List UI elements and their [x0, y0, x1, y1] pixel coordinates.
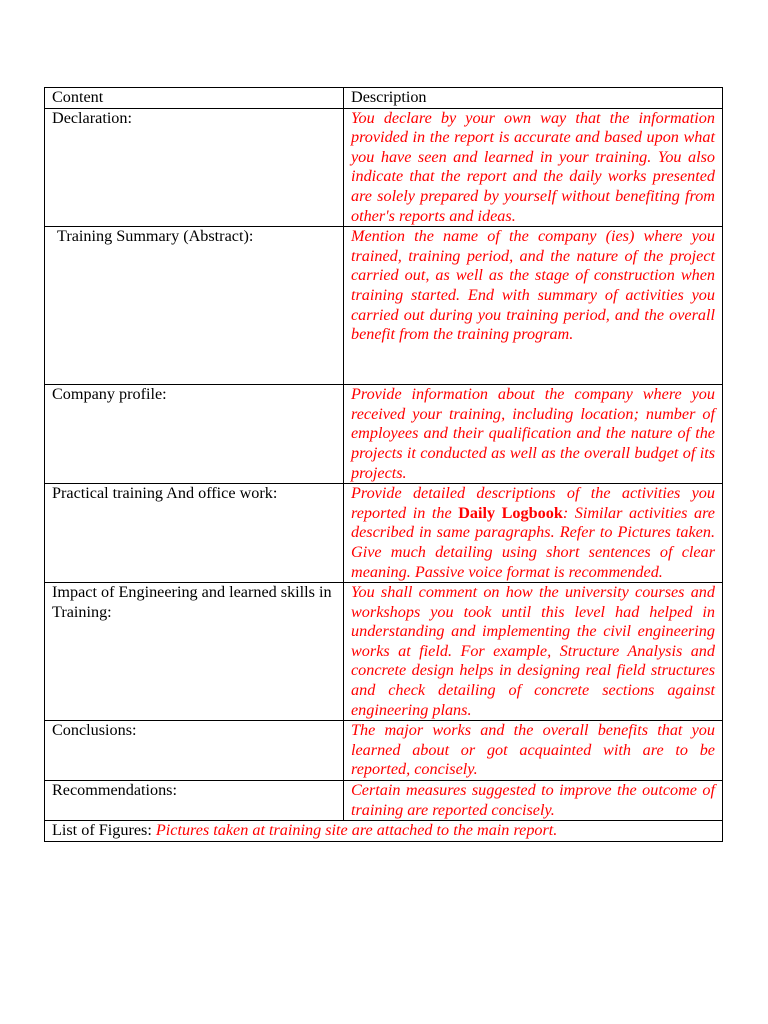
row-description-cell: You declare by your own way that the information provided in the report is accurate and based upon what you have seen and learned in your training. You also indicate that the report and the daily works presented are solely prepared by yourself without benefiting from other's reports and ideas. [344, 108, 723, 227]
row-content-cell: Conclusions: [45, 721, 344, 781]
table-row-conclusions [45, 721, 723, 781]
row-description-cell: The major works and the overall benefits that you learned about or got acquainted with are to be reported, concisely. [344, 721, 723, 781]
header-content-cell: Content [45, 88, 344, 109]
row-content-text: Training Summary (Abstract): [57, 227, 254, 246]
header-description-cell: Description [344, 88, 723, 109]
report-contents-table [44, 87, 723, 842]
row-content-cell: Company profile: [45, 385, 344, 484]
row-content-cell [45, 227, 344, 385]
report-contents-page [44, 87, 723, 842]
table-row-company-profile [45, 385, 723, 484]
description-text-after: : Similar activities are described in same paragraphs. Refer to Pictures taken. Give much detailing using short sentences of clear meaning. Passive voice format is recommended. [351, 503, 715, 581]
table-header-row [45, 88, 723, 109]
row-description-cell: You shall comment on how the university courses and workshops you took until this level had helped in understanding and implementing the civil engineering works at field. For example, Structure Analysis and concrete design helps in designing real field structures and check detailing of concrete sections against engineering plans. [344, 583, 723, 721]
table-row-training-summary [45, 227, 723, 385]
table-row-recommendations [45, 781, 723, 821]
row-content-cell: Impact of Engineering and learned skills in Training: [45, 583, 344, 721]
row-description-cell [344, 484, 723, 583]
table-row-declaration [45, 108, 723, 227]
list-of-figures-text: Pictures taken at training site are attached to the main report. [155, 821, 558, 840]
table-footer-row [45, 821, 723, 842]
row-description-cell: Mention the name of the company (ies) where you trained, training period, and the nature of the project carried out, as well as the stage of construction when training started. End with summary of activities you carried out during you training period, and the overall benefit from the training program. [344, 227, 723, 385]
row-content-cell: Recommendations: [45, 781, 344, 821]
list-of-figures-cell [45, 821, 723, 842]
row-content-cell: Declaration: [45, 108, 344, 227]
table-row-practical-training [45, 484, 723, 583]
table-row-impact-engineering [45, 583, 723, 721]
list-of-figures-label: List of Figures: [52, 821, 152, 840]
daily-logbook-emphasis: Daily Logbook [458, 503, 563, 522]
row-description-cell: Provide information about the company where you received your training, including location; number of employees and their qualification and the nature of the projects it conducted as well as the overall budget of its projects. [344, 385, 723, 484]
row-content-cell: Practical training And office work: [45, 484, 344, 583]
row-description-cell: Certain measures suggested to improve the outcome of training are reported concisely. [344, 781, 723, 821]
description-text-before: Provide detailed descriptions of the activities you reported in the [351, 484, 715, 522]
